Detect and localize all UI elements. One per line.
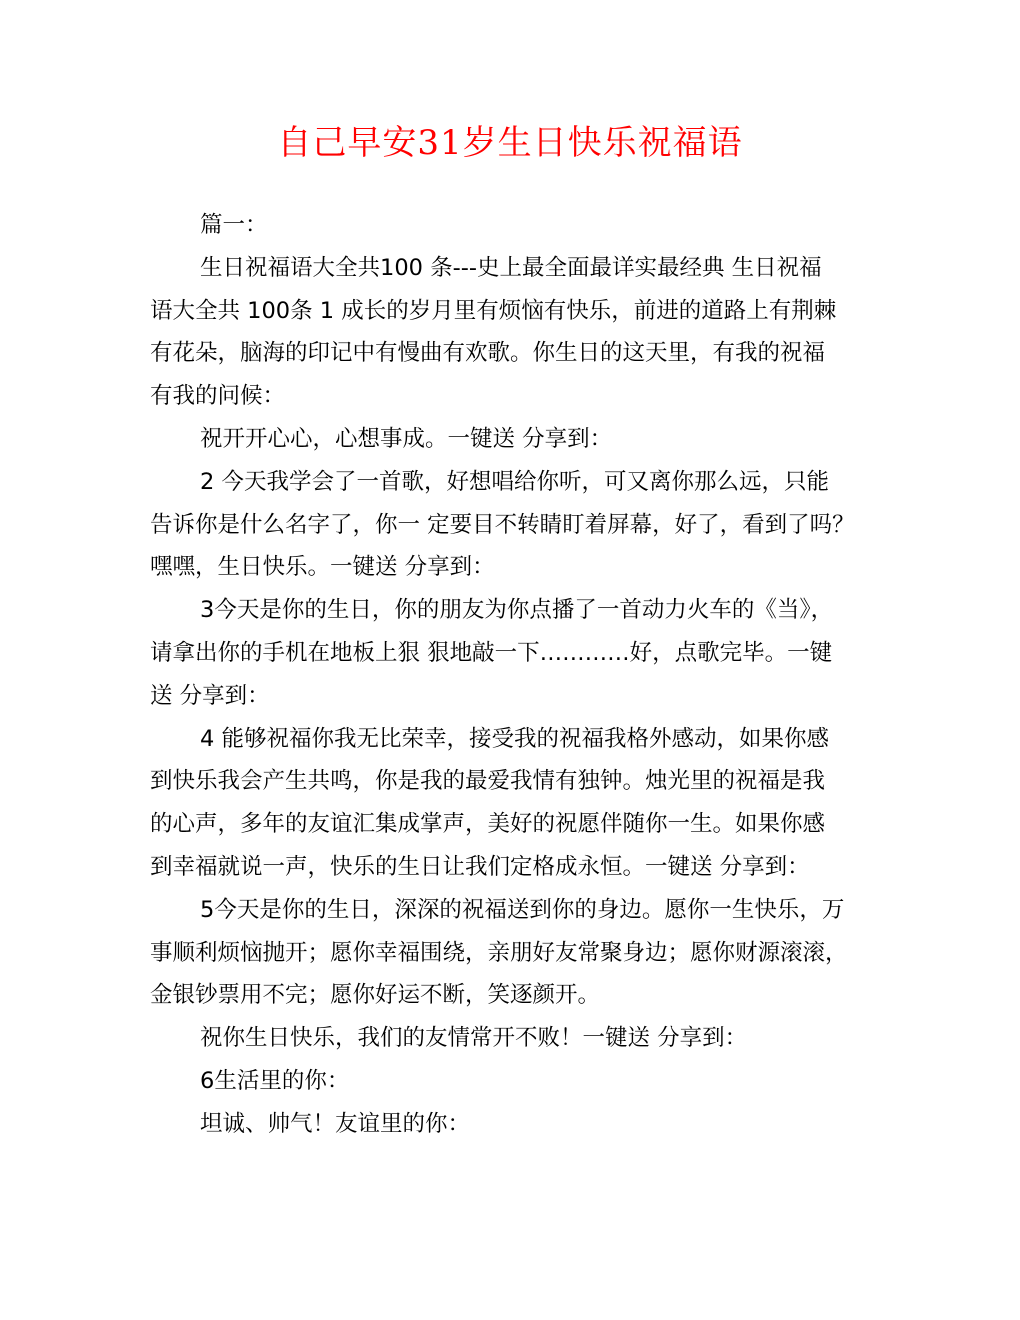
text-line: 祝开开心心，心想事成。一键送 分享到： (200, 425, 613, 452)
text-line: 2 今天我学会了一首歌，好想唱给你听，可又离你那么远，只能 (200, 468, 829, 495)
text-line: 6生活里的你： (200, 1067, 350, 1094)
text-line: 事顺利烦恼抛开；愿你幸福围绕，亲朋好友常聚身边；愿你财源滚滚， (150, 939, 848, 966)
text-line: 嘿嘿，生日快乐。一键送 分享到： (150, 554, 495, 581)
text-line: 3今天是你的生日，你的朋友为你点播了一首动力火车的《当》， (200, 597, 834, 624)
text-line: 祝你生日快乐，我们的友情常开不败！一键送 分享到： (200, 1025, 748, 1052)
text-line: 语大全共 100条 1 成长的岁月里有烦恼有快乐，前进的道路上有荆棘 (150, 297, 837, 324)
text-line: 到快乐我会产生共鸣，你是我的最爱我情有独钟。烛光里的祝福是我 (150, 768, 826, 795)
text-line: 生日祝福语大全共100 条---史上最全面最详实最经典 生日祝福 (200, 254, 822, 281)
text-line: 有我的问候： (150, 383, 286, 410)
text-line: 请拿出你的手机在地板上狠 狠地敲一下…………好，点歌完毕。一键 (150, 639, 833, 666)
text-line: 篇一： (200, 212, 268, 238)
document-body (150, 204, 866, 1146)
text-line: 坦诚、帅气！友谊里的你： (200, 1110, 471, 1137)
text-line: 4 能够祝福你我无比荣幸，接受我的祝福我格外感动，如果你感 (200, 725, 829, 752)
text-line: 告诉你是什么名字了，你一 定要目不转睛盯着屏幕，好了，看到了吗？ (150, 511, 855, 538)
text-line: 的心声，多年的友谊汇集成掌声，美好的祝愿伴随你一生。如果你感 (150, 811, 826, 838)
text-line: 有花朵，脑海的印记中有慢曲有欢歌。你生日的这天里，有我的祝福 (150, 340, 826, 367)
text-line: 5今天是你的生日，深深的祝福送到你的身边。愿你一生快乐，万 (200, 896, 845, 923)
document-title: 自己早安31岁生日快乐祝福语 (277, 123, 743, 163)
text-line: 金银钞票用不完；愿你好运不断，笑逐颜开。 (150, 982, 601, 1009)
text-line: 送 分享到： (150, 682, 270, 709)
text-line: 到幸福就说一声，快乐的生日让我们定格成永恒。一键送 分享到： (150, 853, 810, 880)
